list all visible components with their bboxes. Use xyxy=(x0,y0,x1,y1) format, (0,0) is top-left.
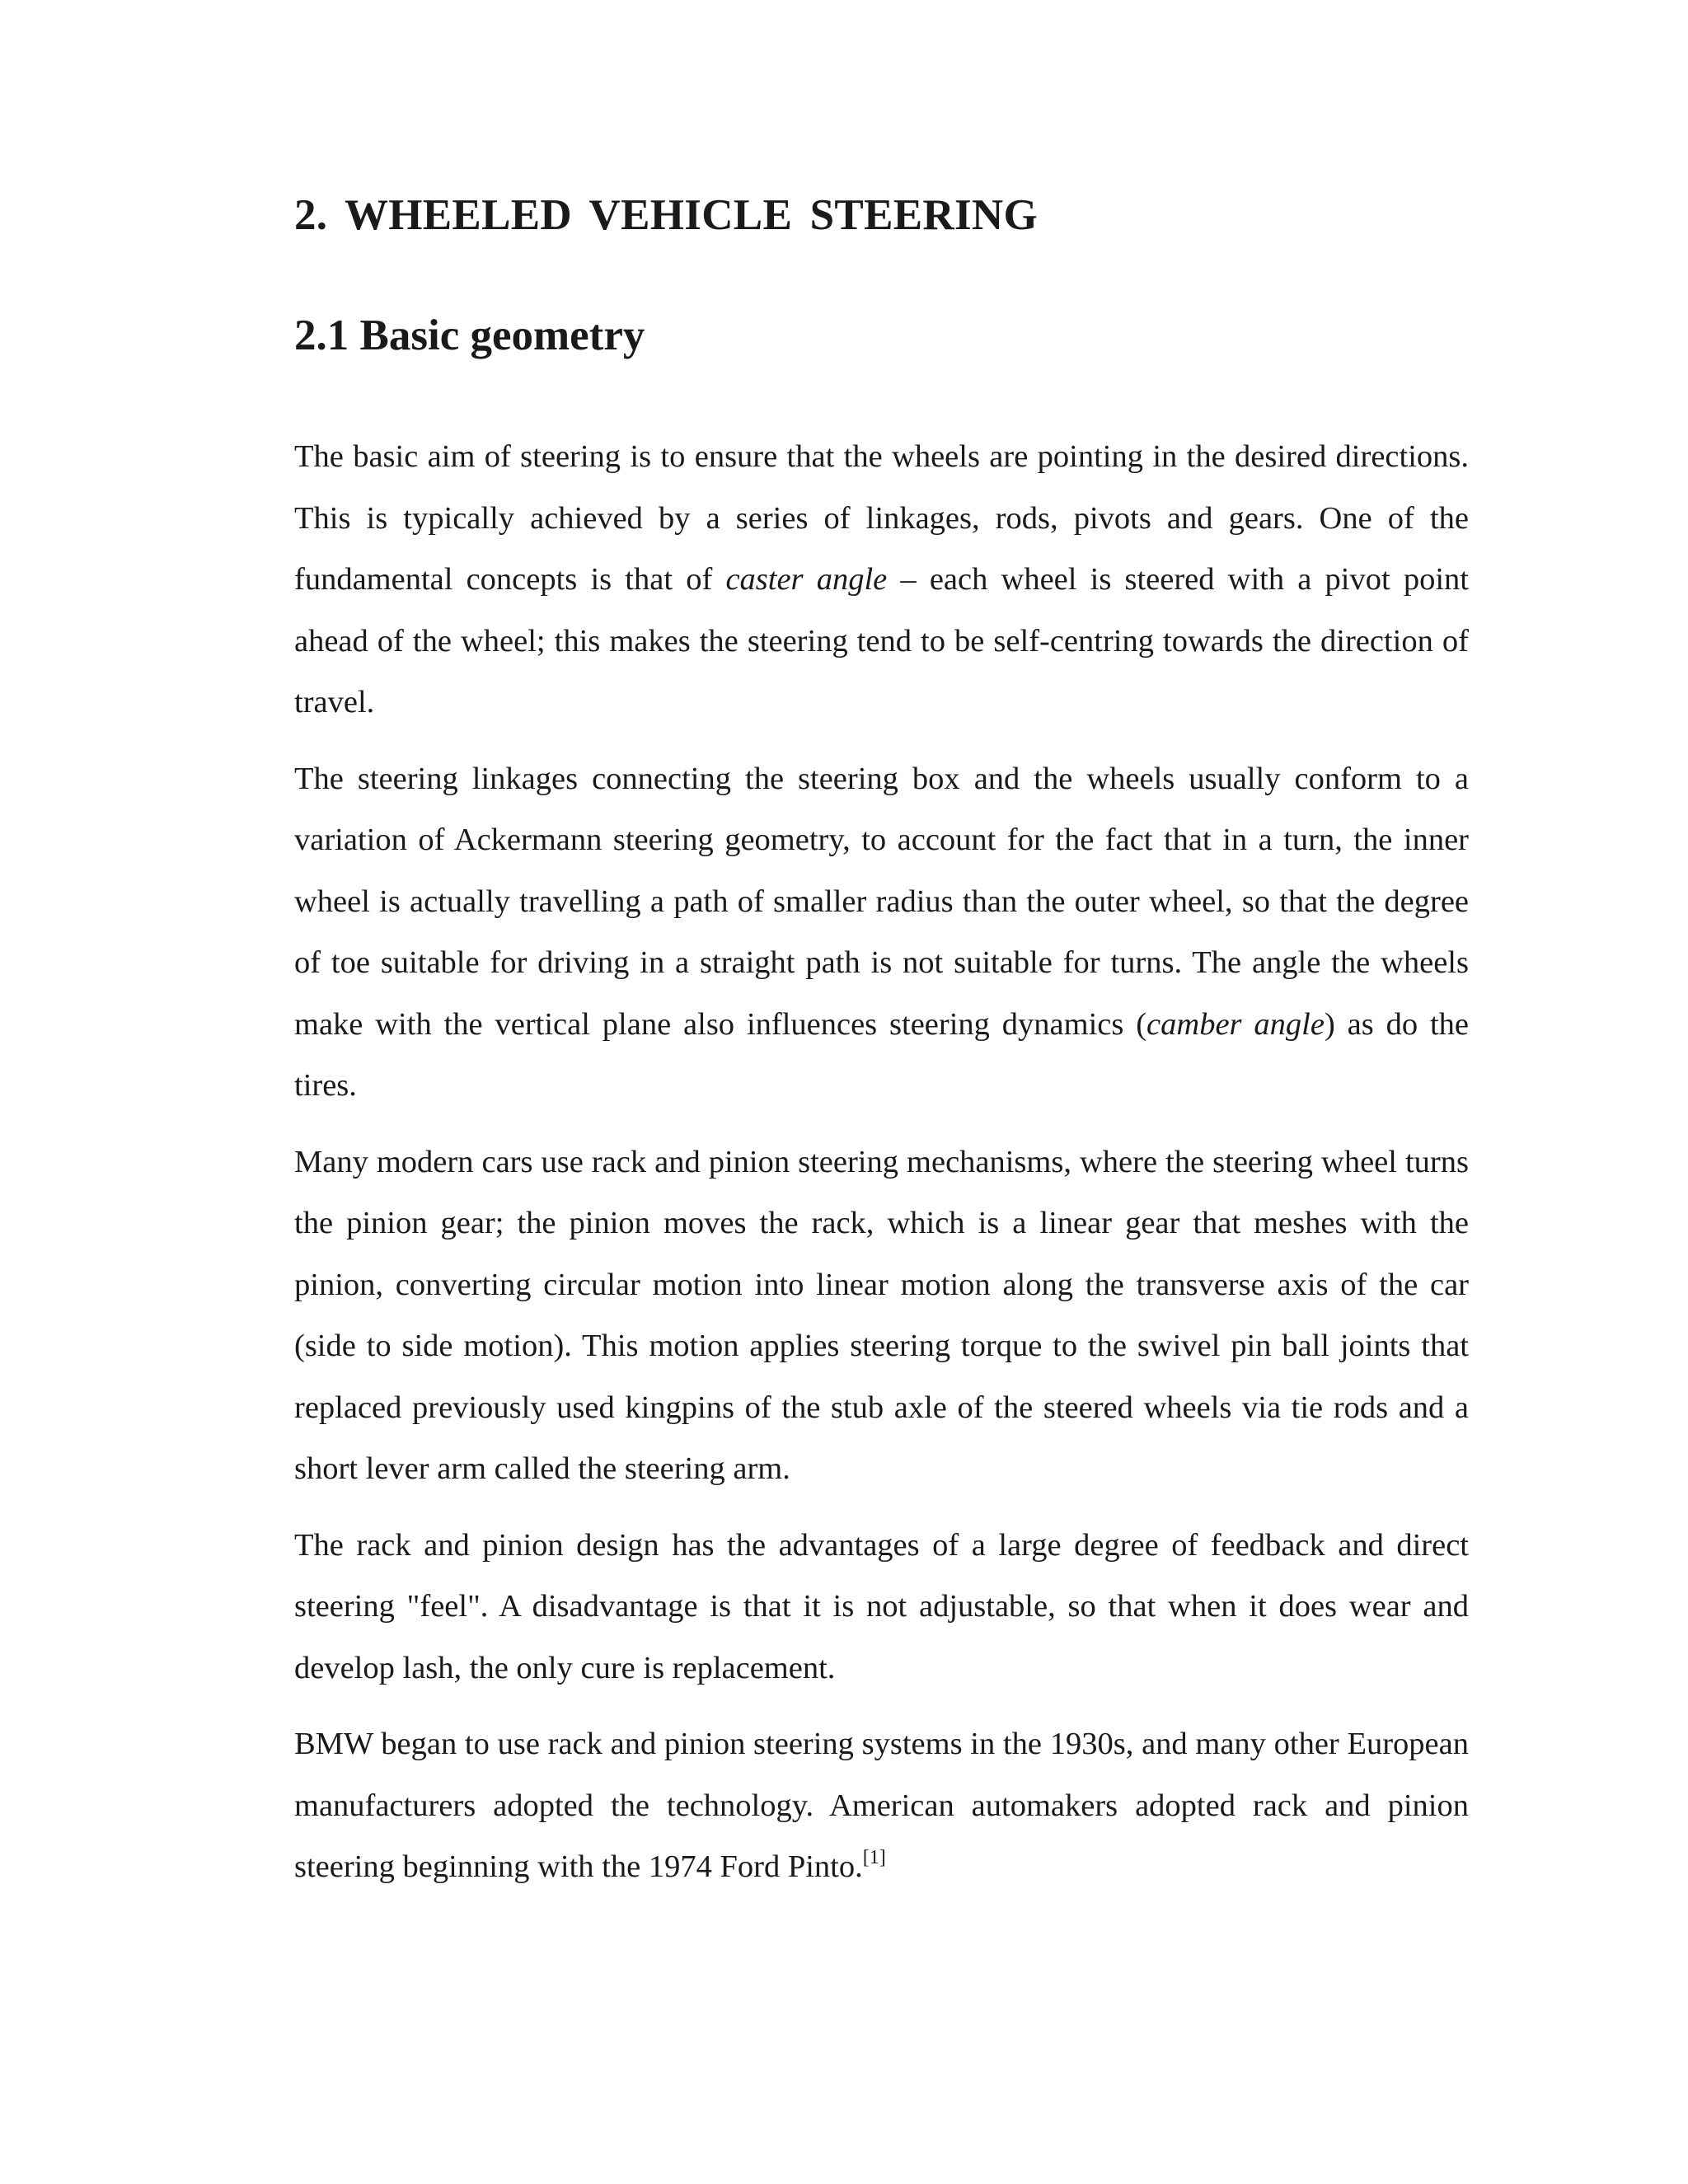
emphasis-caster-angle: caster angle xyxy=(725,562,888,598)
paragraph-text: BMW began to use rack and pinion steering systems in the 1930s, and many other European manufacturers adopted the technology. American automakers adopted rack and pinion steering beginning with the 1974 Ford Pinto. xyxy=(294,1727,1469,1885)
paragraph-rack-pinion: Many modern cars use rack and pinion steering mechanisms, where the steering wheel turns the pinion gear; the pinion moves the rack, which is a linear gear that meshes with the pinion, converting circular motion into linear motion along the transverse axis of the car (side to side motion). This motion applies steering torque to the swivel pin ball joints that replaced previously used kingpins of the stub axle of the steered wheels via tie rods and a short lever arm called the steering arm. xyxy=(294,1144,1469,1487)
paragraph-text: The steering linkages connecting the steering box and the wheels usually conform to a variation of Ackermann steering geometry, to account for the fact that in a turn, the inner wheel is actually travelling a path of smaller radius than the outer wheel, so that the degree of toe suitable for driving in a straight path is not suitable for turns. The angle the wheels make with the vertical plane also influences steering dynamics ( xyxy=(294,761,1469,1042)
document-page xyxy=(294,190,1469,1913)
body-text xyxy=(294,426,1469,1898)
emphasis-camber-angle: camber angle xyxy=(1146,1006,1325,1042)
paragraph-caster xyxy=(294,426,1469,733)
chapter-title: 2. WHEELED VEHICLE STEERING xyxy=(294,191,1038,239)
section-title: 2.1 Basic geometry xyxy=(294,311,645,359)
citation-link[interactable]: [1] xyxy=(862,1847,886,1869)
paragraph-text: ) as do the tires. xyxy=(294,1006,1469,1104)
paragraph-advantages: The rack and pinion design has the advantages of a large degree of feedback and direct steering "feel". A disadvantage is that it is not adjustable, so that when it does wear and develop lash, the only cure is replacement. xyxy=(294,1527,1469,1685)
paragraph-history xyxy=(294,1713,1469,1898)
paragraph-ackermann xyxy=(294,748,1469,1117)
paragraph-text: The basic aim of steering is to ensure that the wheels are pointing in the desired directions. This is typically achieved by a series of linkages, rods, pivots and gears. One of the fundamental concepts is that of xyxy=(294,439,1469,598)
paragraph-text: – each wheel is steered with a pivot point ahead of the wheel; this makes the steering tend to be self-centring towards the direction of travel. xyxy=(294,562,1469,720)
